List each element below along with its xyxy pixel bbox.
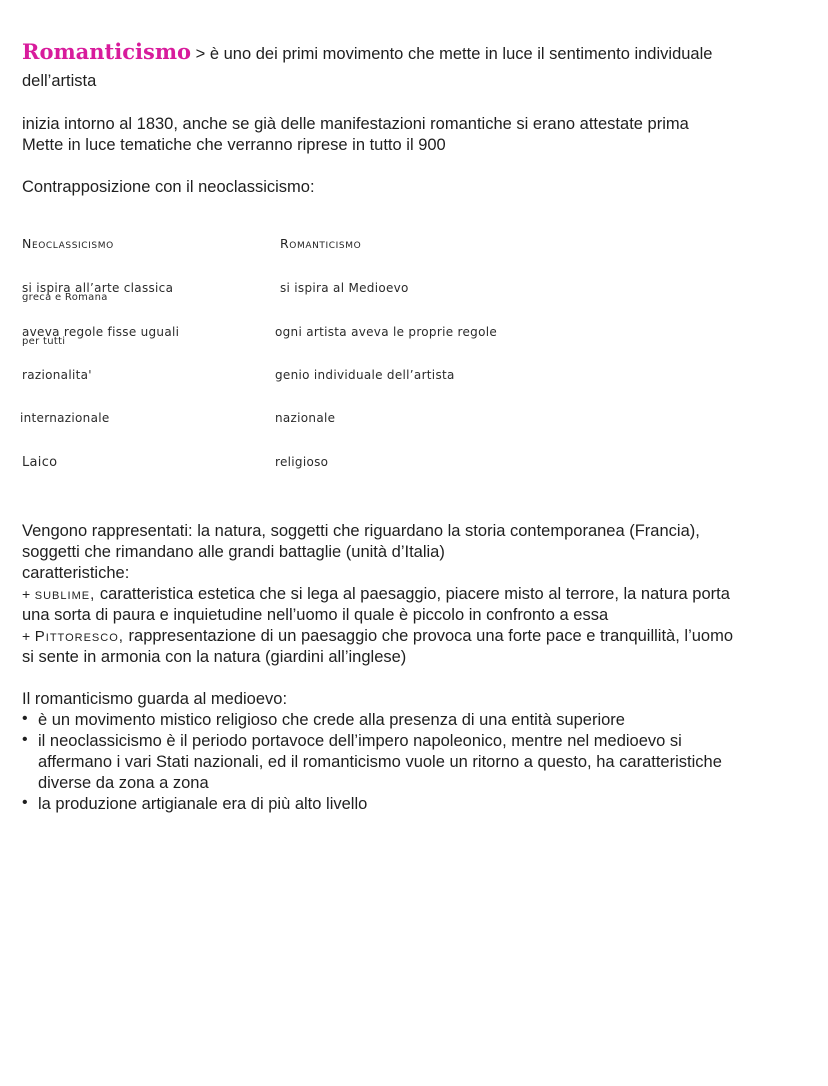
neoclassicism-header: Neoclassicismo xyxy=(22,236,114,251)
neo-row-2-b: per tutti xyxy=(22,336,66,347)
pittoresco-text: rappresentazione di un paesaggio che provoca una forte pace e tranquillità, l’uomo xyxy=(123,627,734,645)
rom-row-4: nazionale xyxy=(275,411,336,425)
rom-row-2: ogni artista aveva le proprie regole xyxy=(275,325,498,339)
rom-row-5: religioso xyxy=(275,455,329,469)
neo-row-1-b: greca e Romana xyxy=(22,292,108,303)
pittoresco-marker: + xyxy=(22,628,31,644)
bullet-2-text-1: il neoclassicismo è il periodo portavoce dell’impero napoleonico, mentre nel medioevo si xyxy=(38,732,682,750)
sublime-text: caratteristica estetica che si lega al paesaggio, piacere misto al terrore, la natura porta xyxy=(95,585,730,603)
bullet-2-text-2: affermano i vari Stati nazionali, ed il romanticismo vuole un ritorno a questo, ha caratteristiche xyxy=(38,753,722,771)
themes-line-3: caratteristiche: xyxy=(22,564,130,582)
neo-row-3: razionalita' xyxy=(22,368,92,382)
neo-row-5: Laico xyxy=(22,455,58,470)
intro-line-1: inizia intorno al 1830, anche se già delle manifestazioni romantiche si erano attestate prima xyxy=(22,115,689,133)
themes-line-1: Vengono rappresentati: la natura, soggetti che riguardano la storia contemporanea (Francia), xyxy=(22,522,700,540)
bullet-3-symbol: • xyxy=(22,794,28,811)
title-description: > è uno dei primi movimento che mette in luce il sentimento individuale xyxy=(191,45,713,63)
title-line-2: dell’artista xyxy=(22,72,97,90)
sublime-line xyxy=(22,584,730,605)
neo-row-2-a: aveva regole fisse uguali xyxy=(22,325,180,339)
page-title: Romanticismo xyxy=(22,39,192,64)
romanticism-header: Romanticismo xyxy=(280,236,362,251)
intro-line-2: Mette in luce tematiche che verranno riprese in tutto il 900 xyxy=(22,136,446,154)
sublime-marker: + xyxy=(22,586,31,602)
pittoresco-line xyxy=(22,626,733,647)
title-line xyxy=(22,41,712,65)
bullet-3-text: la produzione artigianale era di più alto livello xyxy=(38,795,368,813)
sublime-line-2: una sorta di paura e inquietudine nell’uomo il quale è piccolo in confronto a essa xyxy=(22,606,609,624)
medieval-heading: Il romanticismo guarda al medioevo: xyxy=(22,690,288,708)
bullet-2-text-3: diverse da zona a zona xyxy=(38,774,209,792)
neo-row-1-a: si ispira all’arte classica xyxy=(22,281,174,295)
pittoresco-line-2: si sente in armonia con la natura (giardini all’inglese) xyxy=(22,648,407,666)
bullet-2-symbol: • xyxy=(22,731,28,748)
contrast-heading: Contrapposizione con il neoclassicismo: xyxy=(22,178,315,196)
sublime-label: sublime, xyxy=(34,586,96,603)
rom-row-1: si ispira al Medioevo xyxy=(280,281,409,295)
pittoresco-label: Pittoresco, xyxy=(34,628,124,645)
bullet-1-symbol: • xyxy=(22,710,28,727)
rom-row-3: genio individuale dell’artista xyxy=(275,368,455,382)
neo-row-4: internazionale xyxy=(20,411,110,425)
bullet-1-text: è un movimento mistico religioso che crede alla presenza di una entità superiore xyxy=(38,711,625,729)
themes-line-2: soggetti che rimandano alle grandi battaglie (unità d’Italia) xyxy=(22,543,445,561)
